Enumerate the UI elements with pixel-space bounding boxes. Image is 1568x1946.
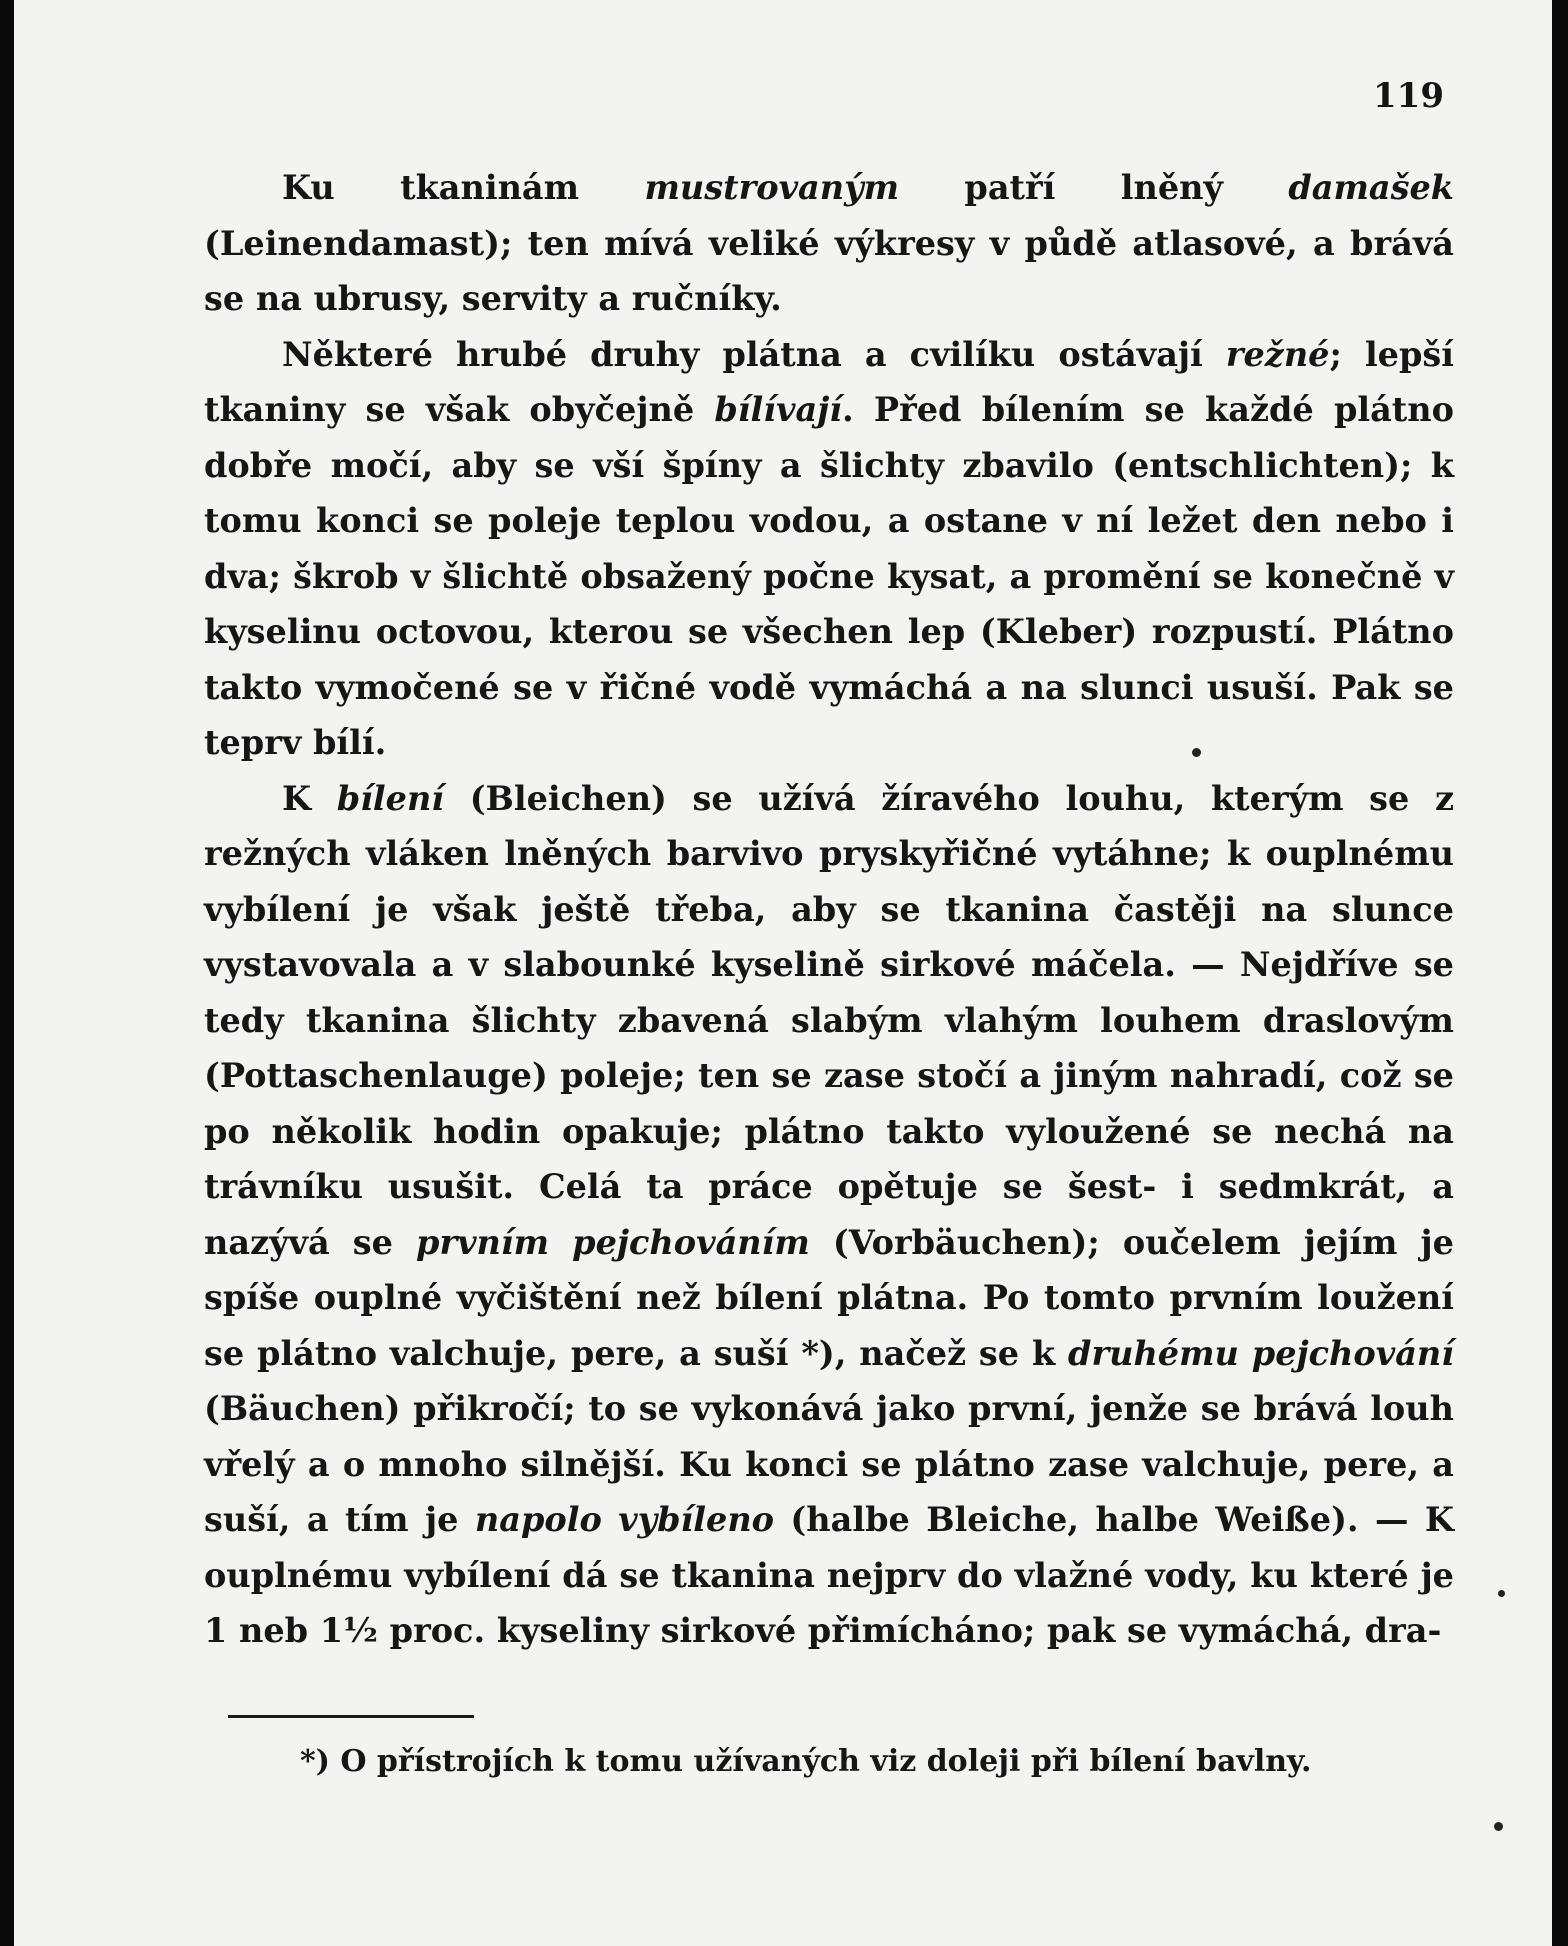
text-run: (Leinendamast); ten mívá veliké výkresy v půdě atlasové, a brává se na ubrusy, servity a ručníky. <box>204 223 1454 318</box>
text-run: . Před bílením se každé plátno dobře močí, aby se vší špíny a šlichty zbavilo (entschlichten); k tomu konci se poleje teplou vodou, a ostane v ní ležet den nebo i dva; škrob v šlichtě obsažený počne kysat, a promění se konečně v kyselinu octovou, kterou se všechen lep (Kleber) rozpustí. Plátno takto vymočené se v řičné vodě vymáchá a na slunci usuší. Pak se teprv bílí. <box>204 390 1454 762</box>
text-run: (Vorbäuchen); oučelem jejím je spíše ouplné vyčištění než bílení plátna. Po tomto prvním loužení se plátno valchuje, pere, a suší *), načež se k <box>204 1222 1454 1373</box>
italic-term: bílení <box>336 778 445 818</box>
text-run: patří lněný <box>899 168 1289 207</box>
italic-term: bílívají <box>714 390 842 429</box>
footnote: *) O přístrojích k tomu užívaných viz doleji při bílení bavlny. <box>300 1744 1312 1779</box>
print-speck <box>1192 748 1201 757</box>
page-number: 119 <box>1373 76 1444 116</box>
italic-term: prvním pejchováním <box>416 1222 810 1262</box>
italic-term: damašek <box>1288 168 1454 207</box>
body-text <box>204 160 1454 1659</box>
text-run: (Bleichen) se užívá žíravého louhu, kterým se z režných vláken lněných barvivo pryskyřičné vytáhne; k ouplnému vybílení je však ještě třeba, aby se tkanina častěji na slunce vystavovala a v slabounké kyselině sirkové máčela. — Nejdříve se tedy tkanina šlichty zbavená slabým vlahým louhem draslovým (Pottaschenlauge) poleje; ten se zase stočí a jiným nahradí, což se po několik hodin opakuje; plátno takto vyloužené se nechá na trávníku usušit. Celá ta práce opětuje se šest- i sedmkrát, a nazývá se <box>204 778 1454 1262</box>
print-speck <box>1494 1822 1503 1831</box>
italic-term: napolo vybíleno <box>474 1500 775 1539</box>
paragraph <box>204 160 1454 327</box>
print-speck <box>1498 1590 1505 1597</box>
italic-term: druhému pejchování <box>1068 1333 1454 1373</box>
italic-term: mustrovaným <box>644 168 900 207</box>
text-run: (Bäuchen) přikročí; to se vykonává jako první, jenže se brává louh vřelý a o mnoho silnější. Ku konci se plátno zase valchuje, pere, a suší, a tím je <box>204 1389 1454 1539</box>
footnote-divider <box>228 1715 474 1718</box>
book-page <box>14 0 1552 1946</box>
text-run: K <box>282 778 337 818</box>
text-run: Některé hrubé druhy plátna a cvilíku ostávají <box>282 334 1226 374</box>
paragraph <box>204 327 1454 771</box>
paragraph <box>204 771 1454 1659</box>
text-run: ; lepší tkaniny se však obyčejně <box>204 334 1454 429</box>
text-run: (halbe Bleiche, halbe Weiße). — K ouplnému vybílení dá se tkanina nejprv do vlažné vody, ku které je 1 neb 1½ proc. kyseliny sirkové přimícháno; pak se vymáchá, dra- <box>204 1500 1455 1650</box>
italic-term: režné <box>1225 334 1330 374</box>
text-run: Ku tkaninám <box>282 168 645 207</box>
